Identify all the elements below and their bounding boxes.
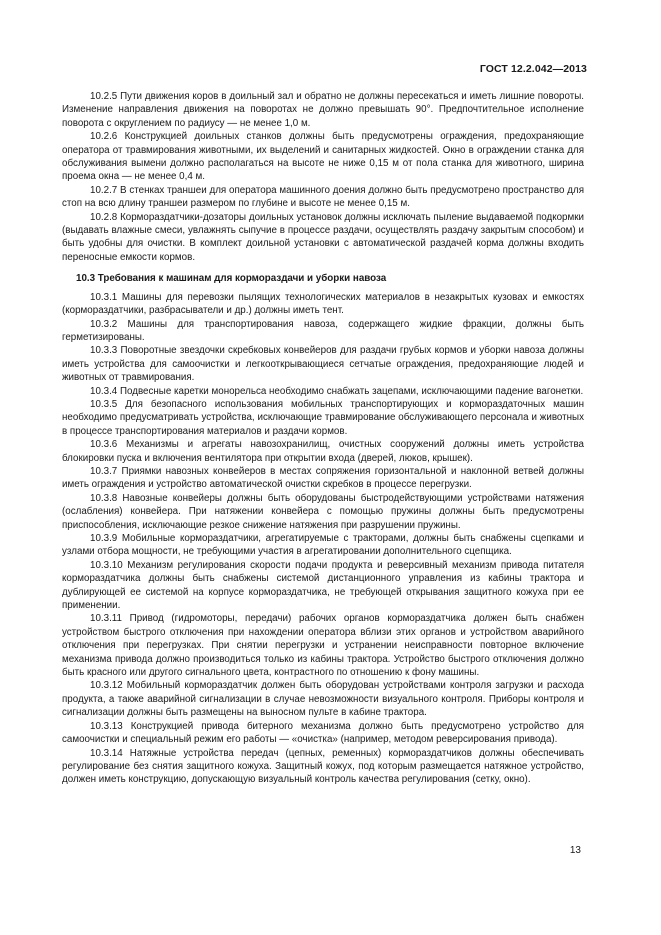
paragraph-10-3-14: 10.3.14 Натяжные устройства передач (цепных, ременных) кормораздатчиков должны обеспечивать регулирование без снятия защитного кожуха. Защитный кожух, под которым размещается натяжное устройство, должен иметь конструкцию, допускающую визуальный контроль качества регулирования (сетку, окно). [62, 747, 584, 786]
paragraph-10-3-3: 10.3.3 Поворотные звездочки скребковых конвейеров для раздачи грубых кормов и уборки навоза должны иметь устройства для самоочистки и легкооткрывающиеся сетчатые ограждения, предохраняющие людей и животных от травмирования. [62, 345, 584, 384]
paragraph-10-3-9: 10.3.9 Мобильные кормораздатчики, агрегатируемые с тракторами, должны быть снабжены сцепками и узлами отбора мощности, не требующими участия в агрегатировании дополнительного сцепщика. [62, 533, 584, 558]
paragraph-10-3-4: 10.3.4 Подвесные каретки монорельса необходимо снабжать зацепами, исключающими падение вагонетки. [90, 385, 584, 397]
paragraph-10-3-8: 10.3.8 Навозные конвейеры должны быть оборудованы быстродействующими устройствами натяжения (ослабления) конвейера. При натяжении конвейера с помощью пружины должны быть предусмотрены приспособления, исключающие резкое снижение натяжения при разрушении пружины. [62, 492, 584, 531]
paragraph-10-2-8: 10.2.8 Кормораздатчики-дозаторы доильных установок должны исключать пыление выдаваемой подкормки (выдавать влажные смеси, увлажнять сыпучие в процессе раздачи, осуществлять раздачу закрытым способом) и быть удобны для очистки. В комплект доильной установки с автоматической раздачей корма должны входить переносные емкости кормов. [62, 211, 584, 263]
page-number: 13 [569, 845, 581, 856]
paragraph-10-3-1: 10.3.1 Машины для перевозки пылящих технологических материалов в незакрытых кузовах и емкостях (кормораздатчики, разбрасыватели и др.) должны иметь тент. [62, 291, 584, 317]
paragraph-10-2-7: 10.2.7 В стенках траншеи для оператора машинного доения должно быть предусмотрено пространство для стоп на всю длину траншеи размером по глубине и высоте не менее 0,15 м. [62, 184, 584, 210]
paragraph-10-2-5: 10.2.5 Пути движения коров в доильный зал и обратно не должны пересекаться и иметь лишние повороты. Изменение направления движения на поворотах не должно превышать 90°. Предпочтительное исполнение поворота с округлением по радиусу — не менее 1,0 м. [62, 91, 584, 129]
section-heading-10-3: 10.3 Требования к машинам для кормораздачи и уборки навоза [76, 273, 387, 285]
document-code: ГОСТ 12.2.042—2013 [479, 63, 587, 75]
paragraph-10-3-12: 10.3.12 Мобильный кормораздатчик должен быть оборудован устройствами контроля загрузки и расхода продукта, а также аварийной сигнализации в случае невозможности визуального контроля. Приборы контроля и сигнализации должны быть размещены на выносном пульте в кабине трактора. [62, 680, 584, 719]
paragraph-10-3-10: 10.3.10 Механизм регулирования скорости подачи продукта и реверсивный механизм привода питателя кормораздатчика должны быть снабжены системой дистанционного управления из кабины трактора и дублирующей ее системой на корпусе кормораздатчика, не требующей открывания защитного кожуха при ее применении. [62, 559, 584, 612]
paragraph-10-3-2: 10.3.2 Машины для транспортирования навоза, содержащего жидкие фракции, должны быть герметизированы. [62, 318, 584, 343]
paragraph-10-3-6: 10.3.6 Механизмы и агрегаты навозохранилищ, очистных сооружений должны иметь устройства блокировки пуска и включения вентилятора при открытии входа (дверей, люков, крышек). [62, 439, 584, 464]
paragraph-10-3-5: 10.3.5 Для безопасного использования мобильных транспортирующих и кормораздаточных машин необходимо предусматривать устройства, исключающие травмирование обслуживающего персонала и животных в процессе транспортирования материалов и раздачи кормов. [62, 398, 584, 437]
document-body [62, 90, 584, 787]
paragraph-10-2-6: 10.2.6 Конструкцией доильных станков должны быть предусмотрены ограждения, предохраняющие оператора от травмирования животными, их выделений и санитарных жидкостей. Окно в ограждении станка для обслуживания вымени должно располагаться на высоте не ниже 0,15 м от пола станка для животного, ширина проема окна — не менее 0,4 м. [62, 131, 584, 183]
paragraph-10-3-11: 10.3.11 Привод (гидромоторы, передачи) рабочих органов кормораздатчика должен быть снабжен устройством быстрого отключения при нахождении оператора вблизи этих органов и устройством аварийного отключения при перегрузках. При снятии перегрузки и устранении неисправности повторное включение механизма привода должно производиться только из кабины трактора. Устройство быстрого отключения должно быть красного или другого сигнального цвета, контрастного по отношению к фону машины. [62, 613, 584, 679]
paragraph-10-3-7: 10.3.7 Приямки навозных конвейеров в местах сопряжения горизонтальной и наклонной ветвей должны иметь ограждения и устройство автоматической очистки скребков в процессе перегрузки. [62, 465, 584, 491]
paragraph-10-3-13: 10.3.13 Конструкцией привода битерного механизма должно быть предусмотрено устройство для самоочистки и специальный режим его работы — «очистка» (например, методом реверсирования привода). [62, 720, 584, 746]
